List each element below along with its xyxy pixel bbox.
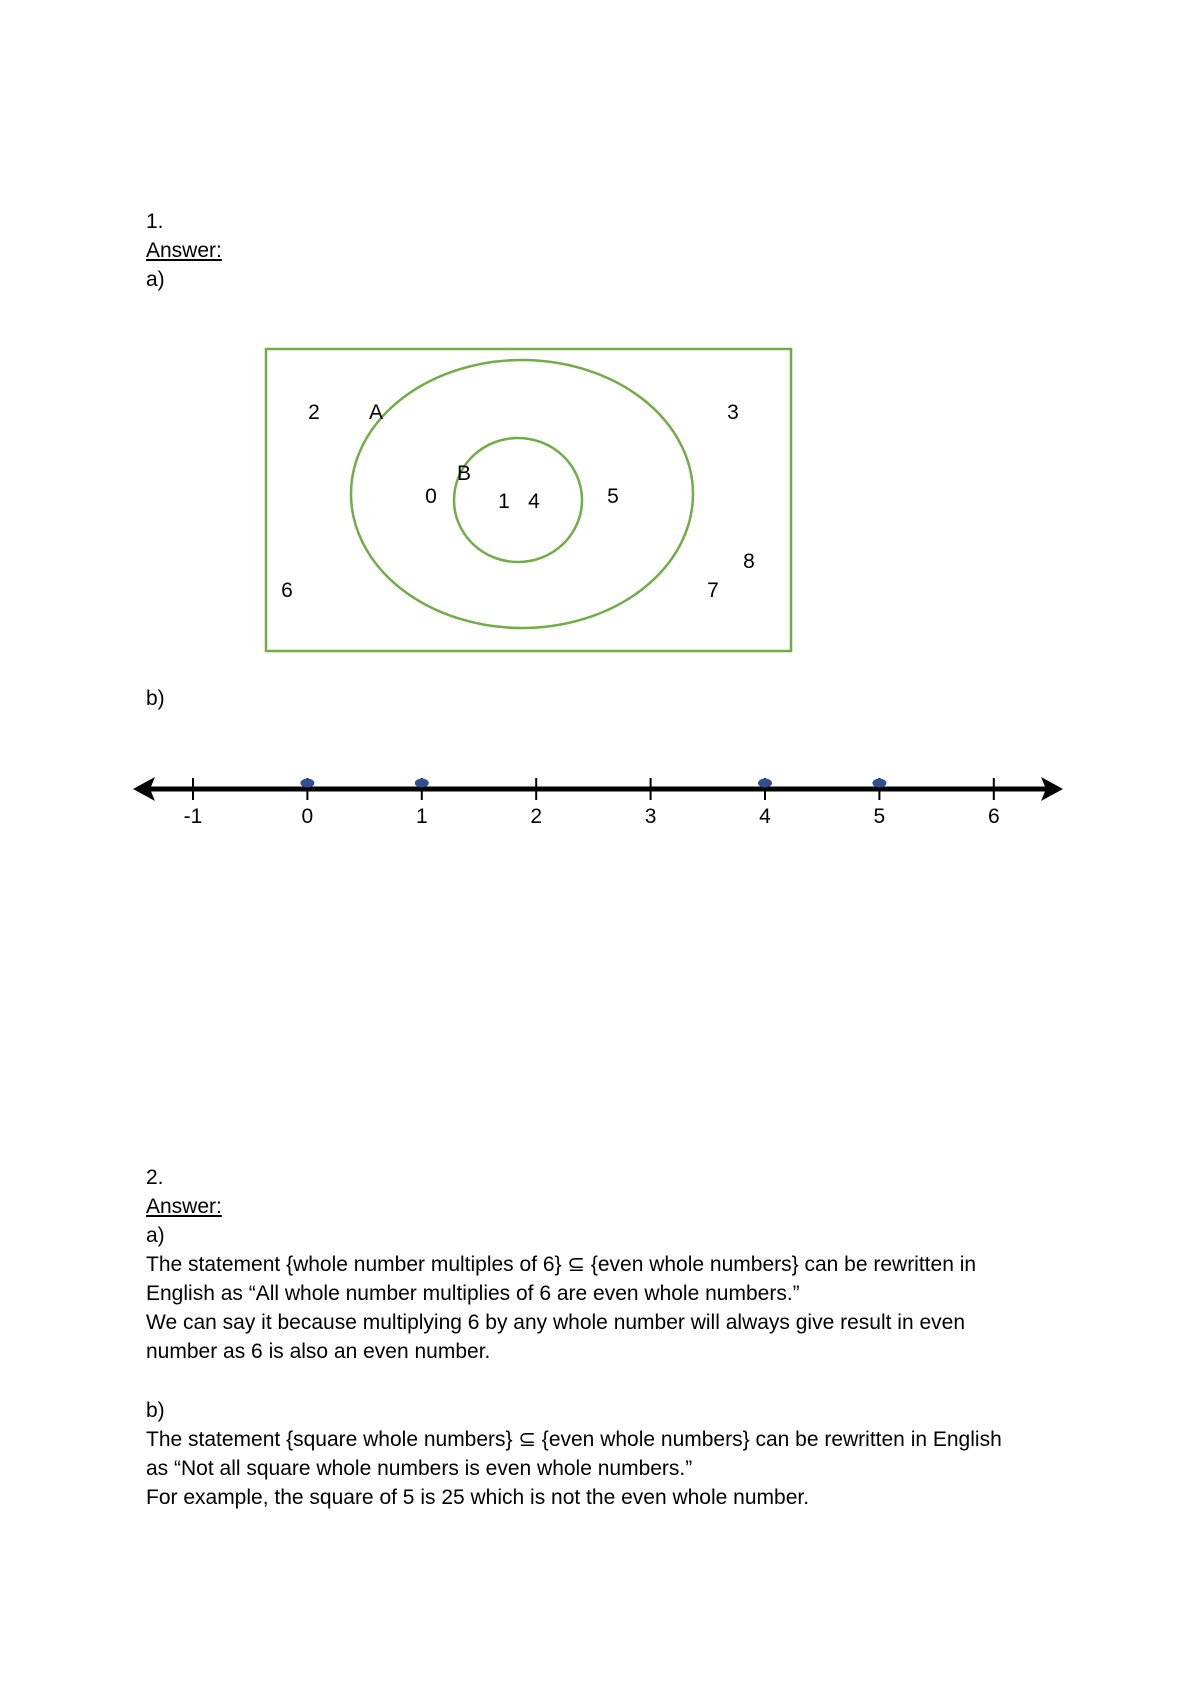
question-2-a-text-line: English as “All whole number multiplies of 6 are even whole numbers.” bbox=[146, 1282, 800, 1305]
venn-element: 0 bbox=[425, 485, 437, 508]
question-2-answer-label: Answer: bbox=[146, 1195, 222, 1218]
number-line-marked-point bbox=[872, 779, 886, 788]
venn-element: 1 bbox=[498, 490, 510, 513]
question-2-number: 2. bbox=[146, 1166, 164, 1189]
venn-element: 4 bbox=[528, 490, 540, 513]
number-line-tick-label: 6 bbox=[987, 805, 1000, 828]
question-1-part-a-label: a) bbox=[146, 268, 165, 291]
set-b-ellipse bbox=[454, 438, 582, 562]
set-a-ellipse bbox=[351, 360, 693, 628]
question-1-part-b-label: b) bbox=[146, 687, 165, 710]
number-line-tick-label: 0 bbox=[301, 805, 314, 828]
number-line-marked-point bbox=[415, 779, 429, 788]
number-line-tick-label: 2 bbox=[530, 805, 543, 828]
set-b-label: B bbox=[456, 462, 472, 485]
question-2-part-a-label: a) bbox=[146, 1224, 165, 1247]
question-2-b-text-line: For example, the square of 5 is 25 which is not the even whole number. bbox=[146, 1486, 810, 1509]
number-line-tick-label: 4 bbox=[759, 805, 771, 828]
number-line-marked-point bbox=[758, 779, 772, 788]
question-2-part-b-label: b) bbox=[146, 1399, 165, 1422]
set-a-label: A bbox=[368, 401, 384, 424]
venn-element: 7 bbox=[707, 579, 719, 602]
number-line-tick-label: 5 bbox=[873, 805, 886, 828]
venn-element: 5 bbox=[607, 485, 619, 508]
number-line-marked-point bbox=[300, 779, 314, 788]
number-line bbox=[0, 760, 1200, 840]
question-2-a-text-line: We can say it because multiplying 6 by any whole number will always give result in even bbox=[146, 1311, 966, 1334]
venn-diagram bbox=[0, 0, 1200, 680]
question-1-answer-label: Answer: bbox=[146, 239, 222, 262]
venn-element: 6 bbox=[281, 579, 293, 602]
question-2-b-text-line: The statement {square whole numbers} ⊆ {even whole numbers} can be rewritten in English bbox=[146, 1428, 1002, 1451]
venn-element: 2 bbox=[308, 401, 320, 424]
question-1-number: 1. bbox=[146, 210, 164, 233]
venn-element: 3 bbox=[727, 401, 739, 424]
venn-element: 8 bbox=[743, 550, 755, 573]
question-2-a-text-line: The statement {whole number multiples of 6} ⊆ {even whole numbers} can be rewritten in bbox=[146, 1253, 977, 1276]
number-line-tick-label: 1 bbox=[415, 805, 428, 828]
number-line-tick-label: -1 bbox=[183, 805, 203, 828]
number-line-tick-label: 3 bbox=[644, 805, 657, 828]
question-2-a-text-line: number as 6 is also an even number. bbox=[146, 1340, 491, 1363]
question-2-b-text-line: as “Not all square whole numbers is even whole numbers.” bbox=[146, 1457, 693, 1480]
